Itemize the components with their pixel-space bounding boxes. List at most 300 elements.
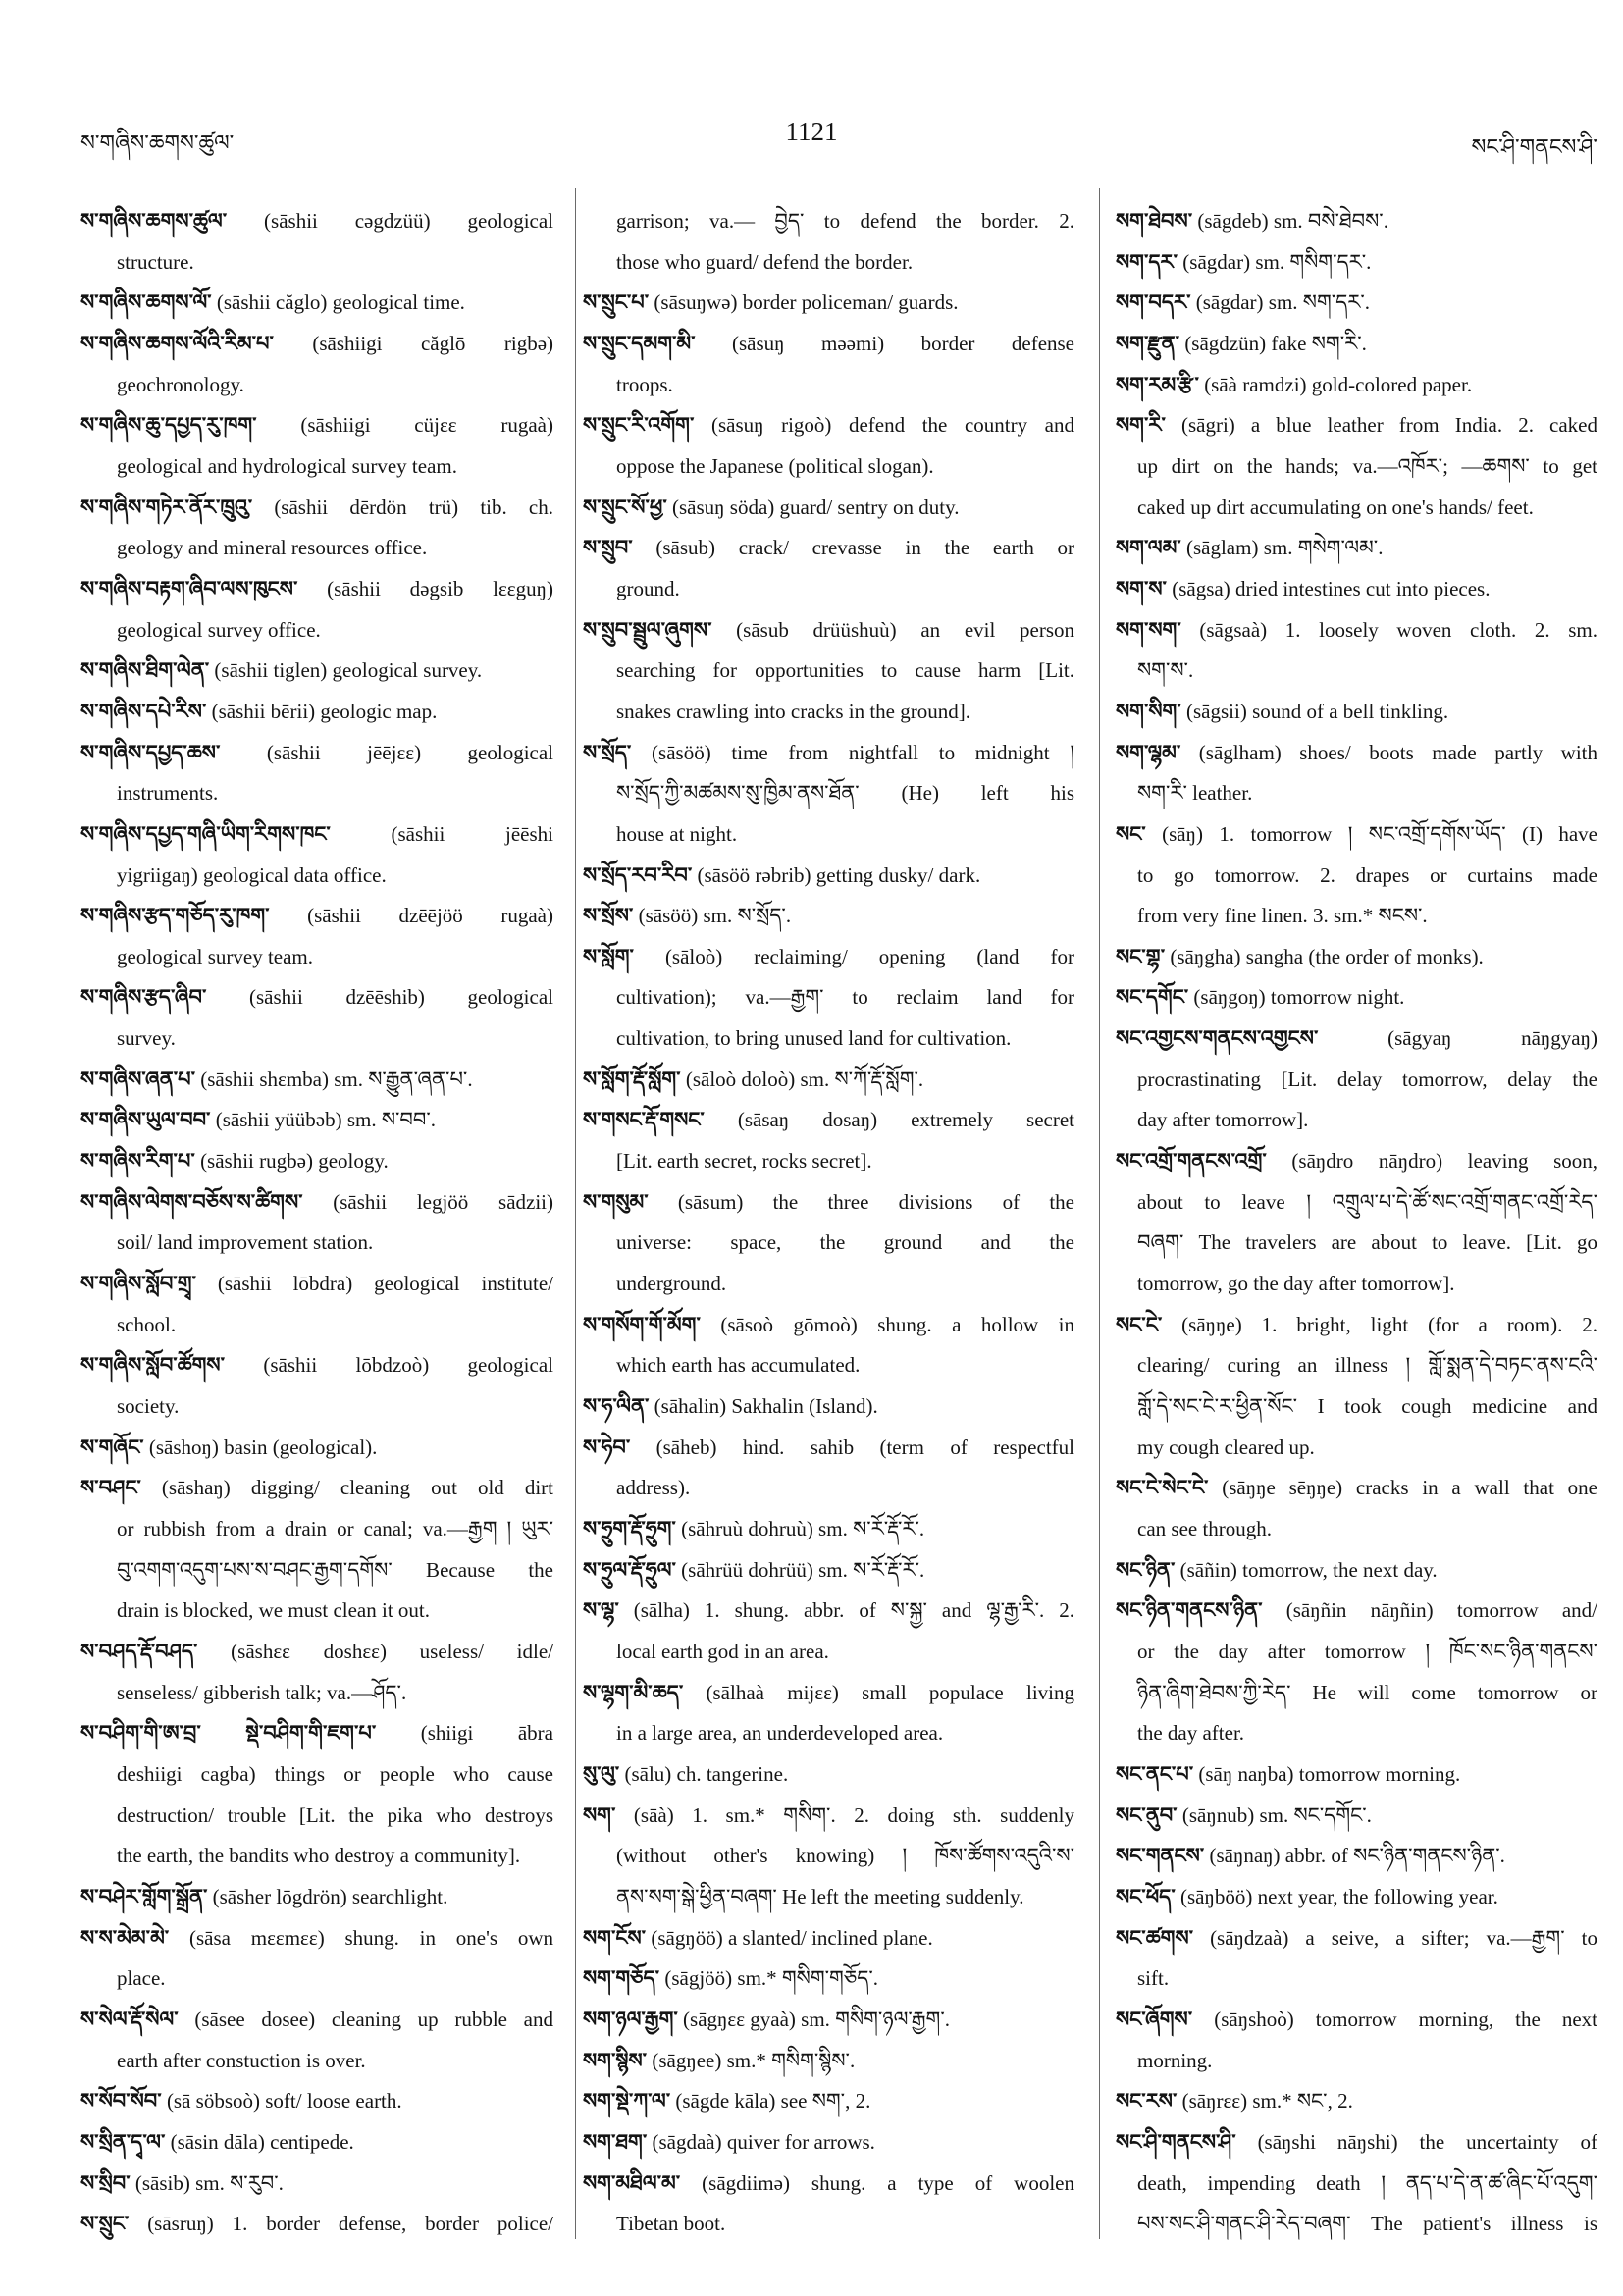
entry-first-line: [583, 733, 1074, 774]
entry-headword: ས་ཧྲུག་རྡོ་ཧྲུག་: [583, 1517, 676, 1540]
entry-first-line: [583, 1550, 1074, 1592]
dictionary-entry: [583, 1182, 1074, 1305]
entry-definition: (sāŋshoò) tomorrow morning, the next: [1214, 2007, 1597, 2031]
entry-definition: (sāgdeb) sm. བསེ་ཐེབས་.: [1197, 209, 1388, 233]
entry-headword: སང་གནངས་: [1116, 1844, 1205, 1868]
entry-definition: (sāshii rugbə) geology.: [200, 1149, 389, 1174]
entry-headword: ས་སྲོད་: [583, 740, 632, 764]
entry-first-line: [583, 2000, 1074, 2041]
entry-definition: (sāŋ) 1. tomorrow ། སང་འགྲོ་དགོས་ཡོད་ (I) have: [1162, 821, 1597, 846]
entry-definition: (sāshii tiglen) geological survey.: [214, 658, 483, 683]
entry-continuation-line: oppose the Japanese (political slogan).: [616, 453, 934, 478]
entry-headword: ས་ལྷག་མི་ཆད་: [583, 1680, 684, 1704]
entry-definition: (sāgŋöö) a slanted/ inclined plane.: [651, 1925, 933, 1950]
entry-headword: སག་ལམ་: [1116, 536, 1181, 560]
entry-headword: ས་གསང་རྡོ་གསང་: [583, 1108, 705, 1132]
entry-headword: ས་སྲུང་སོ་ཕྱ་: [583, 495, 667, 519]
column-divider: [575, 188, 576, 2239]
dictionary-entry: [80, 651, 553, 692]
entry-definition: (sāloò) reclaiming/ opening (land for: [664, 944, 1074, 968]
entry-first-line: [80, 2122, 553, 2164]
entry-headword: ས་བཤད་རྡོ་བཤད་: [80, 1639, 198, 1663]
dictionary-entry: [583, 405, 1074, 487]
dictionary-entry: [80, 283, 553, 324]
entry-first-line: [583, 1182, 1074, 1224]
entry-definition: (sāshaŋ) digging/ cleaning out old dirt: [161, 1476, 553, 1500]
entry-continuation-line: clearing/ curing an illness ། གློ་སྨན་དེ་བཏང་ནས་ངའི་: [1137, 1353, 1597, 1378]
entry-first-line: [80, 692, 553, 733]
dictionary-entry: [80, 814, 553, 896]
entry-first-line: [1116, 977, 1597, 1018]
dictionary-entry: [1116, 365, 1597, 406]
entry-headword: སང་འགྱངས་གནངས་འགྱངས་: [1116, 1026, 1319, 1051]
entry-definition: (sāsöö) time from nightfall to midnight །: [652, 740, 1074, 764]
entry-continuation-line: Tibetan boot.: [616, 2212, 726, 2236]
entry-first-line: [583, 1428, 1074, 1469]
entry-headword: སག་བདར་: [1116, 290, 1191, 315]
dictionary-entry: [1116, 1550, 1597, 1592]
entry-headword: ས་ལྷ་: [583, 1598, 619, 1623]
entry-headword: ས་གཞིས་དཔེ་རིས་: [80, 699, 207, 723]
entry-definition: (sāŋ naŋba) tomorrow morning.: [1198, 1761, 1461, 1786]
dictionary-entry: [1116, 937, 1597, 978]
entry-headword: སག་ཉལ་རྒྱག་: [583, 2007, 678, 2031]
dictionary-entry: [583, 1428, 1074, 1509]
entry-definition: (sāŋŋe) 1. bright, light (for a room). 2.: [1181, 1312, 1597, 1336]
entry-definition: (sāgdzün) fake སག་རི་.: [1184, 331, 1367, 355]
entry-first-line: [80, 1264, 553, 1305]
entry-definition: (sāŋgha) sangha (the order of monks).: [1170, 944, 1484, 968]
entry-continuation-line: deshiigi cagba) things or people who cause: [117, 1761, 553, 1786]
dictionary-entry: [583, 1100, 1074, 1181]
entry-first-line: [80, 1713, 553, 1754]
entry-headword: ས་སྲོད་རབ་རིབ་: [583, 862, 693, 887]
entry-headword: ས་སོབ་སོབ་: [80, 2089, 162, 2113]
dictionary-entry: [80, 405, 553, 487]
entry-first-line: [1116, 405, 1597, 446]
entry-continuation-line: to go tomorrow. 2. drapes or curtains made: [1137, 862, 1597, 887]
dictionary-entry: [80, 1713, 553, 1877]
entry-definition: (sāŋrεε) sm.* སང་, 2.: [1181, 2089, 1353, 2113]
entry-continuation-line: tomorrow, go the day after tomorrow].: [1137, 1272, 1455, 1296]
dictionary-entry: [583, 2041, 1074, 2082]
entry-headword: སང་ཉིན་: [1116, 1557, 1176, 1582]
entry-definition: (sāshiigi căglō rigbə): [312, 331, 553, 355]
entry-headword: སག་ཐག་: [583, 2129, 648, 2154]
entry-headword: ས་སློག་: [583, 944, 634, 968]
entry-first-line: [80, 1468, 553, 1509]
entry-definition: (sāsin dāla) centipede.: [170, 2129, 354, 2154]
entry-definition: (sāheb) hind. sahib (term of respectful: [655, 1435, 1074, 1459]
entry-first-line: [1116, 1754, 1597, 1796]
entry-continuation-line: school.: [117, 1312, 177, 1336]
entry-headword: སག་ས་: [1116, 576, 1167, 600]
dictionary-entry: [583, 610, 1074, 733]
entry-first-line: [583, 1386, 1074, 1428]
dictionary-entry: [583, 324, 1074, 405]
entry-first-line: [80, 977, 553, 1018]
entry-continuation-line: ནས་སག་སྒེ་ཕྱིན་བཞག་ He left the meeting suddenly.: [616, 1884, 1024, 1908]
entry-definition: (sāshii jēējεε) geological: [266, 740, 553, 764]
entry-continuation-line: བུ་འགག་འདུག་པས་ས་བཤང་རྒྱག་དགོས་ Because the: [117, 1557, 553, 1582]
entry-first-line: [1116, 610, 1597, 652]
entry-definition: (sālu) ch. tangerine.: [624, 1761, 789, 1786]
dictionary-entry: [583, 1796, 1074, 1918]
entry-continuation-line: procrastinating [Lit. delay tomorrow, delay the: [1137, 1067, 1597, 1091]
dictionary-entry: [1116, 1836, 1597, 1877]
entry-definition: (sāgdiimə) shung. a type of woolen: [702, 2170, 1074, 2195]
entry-definition: (sāgyaŋ nāŋgyaŋ): [1387, 1026, 1597, 1051]
entry-first-line: [583, 937, 1074, 978]
entry-first-line: [1116, 1141, 1597, 1182]
dictionary-entry: [1116, 405, 1597, 528]
dictionary-entry: [80, 1345, 553, 1427]
entry-definition: (sāgsaà) 1. loosely woven cloth. 2. sm.: [1199, 617, 1597, 642]
entry-headword: ས་གཞིས་ཡུལ་བབ་: [80, 1108, 211, 1132]
entry-continuation-line: from very fine linen. 3. sm.* སངས་.: [1137, 904, 1428, 928]
dictionary-entry: [1116, 1796, 1597, 1837]
entry-definition: (sāhalin) Sakhalin (Island).: [654, 1394, 878, 1419]
entry-headword: ས་གསུམ་: [583, 1189, 649, 1214]
entry-continuation-line: instruments.: [117, 781, 219, 806]
entry-definition: (sāshii yüübəb) sm. ས་བབ་.: [215, 1108, 437, 1132]
entry-first-line: [80, 896, 553, 937]
entry-definition: (sāhrüü dohrüü) sm. ས་རོ་རྡོ་རོ་.: [681, 1557, 925, 1582]
entry-headword: སག་ལྷམ་: [1116, 740, 1181, 764]
entry-first-line: [80, 2164, 553, 2205]
entry-continuation-line: yigriigaŋ) geological data office.: [117, 862, 387, 887]
dictionary-entry: [80, 1877, 553, 1918]
entry-continuation-line: ས་སྲོད་ཀྱི་མཚམས་སུ་ཁྱིམ་ནས་ཐོན་ (He) left his: [616, 781, 1074, 806]
entry-headword: སང་ཚགས་: [1116, 1925, 1194, 1950]
dictionary-entry: [583, 1386, 1074, 1428]
entry-first-line: [583, 1305, 1074, 1346]
entry-continuation-line: day after tomorrow].: [1137, 1108, 1309, 1132]
entry-first-line: [583, 1796, 1074, 1837]
entry-continuation-line: cultivation, to bring unused land for cultivation.: [616, 1026, 1012, 1051]
entry-definition: (sāsaŋ dosaŋ) extremely secret: [737, 1108, 1074, 1132]
entry-definition: (sāglham) shoes/ boots made partly with: [1198, 740, 1597, 764]
dictionary-entry: [1116, 528, 1597, 569]
entry-definition: (sāgŋεε gyaà) sm. གསིག་ཉལ་རྒྱག་.: [683, 2007, 950, 2031]
entry-first-line: [80, 1877, 553, 1918]
dictionary-entry: [1116, 610, 1597, 692]
entry-headword: ས་སློག་རྡོ་སློག་: [583, 1067, 681, 1091]
dictionary-entry: [80, 2081, 553, 2122]
entry-continuation-line: death, impending death ། ནད་པ་དེ་ན་ཚ་ཞིང་པོ་འདུག་: [1137, 2170, 1597, 2195]
entry-definition: (sāhruù dohruù) sm. ས་རོ་རྡོ་རོ་.: [681, 1517, 925, 1540]
entry-continuation-line: caked up dirt accumulating on one's hands/ feet.: [1137, 495, 1534, 519]
entry-continuation-line: troops.: [616, 372, 673, 396]
dictionary-entry: [583, 1673, 1074, 1754]
entry-definition: (sāshii dzēējöö rugaà): [307, 904, 553, 928]
entry-headword: སང་ཉིན་གནངས་ཉིན་: [1116, 1598, 1263, 1623]
dictionary-entry: [80, 2204, 553, 2245]
entry-headword: ས་གཞིས་ཆགས་ལོ་: [80, 290, 212, 315]
dictionary-entry: [583, 937, 1074, 1060]
entry-definition: (sāshii lōbdra) geological institute/: [217, 1272, 553, 1296]
entry-first-line: [1116, 1305, 1597, 1346]
entry-continuation-line: my cough cleared up.: [1137, 1435, 1315, 1459]
dictionary-entry: [80, 1468, 553, 1632]
entry-headword: སག་རྫུན་: [1116, 331, 1180, 355]
dictionary-entry: [583, 2081, 1074, 2122]
entry-first-line: [80, 324, 553, 365]
entry-definition: (sāsoò gōmoò) shung. a hollow in: [720, 1312, 1074, 1336]
entry-headword: ས་སྲུང་དམག་མི་: [583, 331, 696, 355]
entry-continuation-line: geological survey office.: [117, 617, 321, 642]
entry-continuation-line: སག་རི་ leather.: [1137, 781, 1253, 806]
entry-continuation-line: underground.: [616, 1272, 727, 1296]
entry-definition: (sāñin) tomorrow, the next day.: [1179, 1557, 1438, 1582]
dictionary-entry: [583, 1754, 1074, 1796]
dictionary-entry: [80, 2164, 553, 2205]
entry-continuation-line: cultivation); va.—རྒྱག་ to reclaim land for: [616, 985, 1074, 1010]
dictionary-entry: [1116, 569, 1597, 610]
entry-definition: (sālha) 1. shung. abbr. of ས་སྐྱ་ and ལྷ་རྒྱ་རི་. 2.: [633, 1598, 1074, 1623]
dictionary-entry: [80, 1918, 553, 2000]
entry-definition: (sāgde kāla) see སག་, 2.: [675, 2089, 871, 2113]
entry-definition: (sāsum) the three divisions of the: [677, 1189, 1074, 1214]
entry-headword: ས་གཞིས་རྩད་ཞིབ་: [80, 985, 207, 1010]
entry-continuation-line: address).: [616, 1476, 691, 1500]
dictionary-entry: [583, 488, 1074, 529]
entry-first-line: [80, 1100, 553, 1141]
entry-continuation-line: society.: [117, 1394, 180, 1419]
entry-continuation-line: sift.: [1137, 1966, 1170, 1991]
dictionary-entry: [583, 2122, 1074, 2164]
entry-headword: སག་སག་: [1116, 617, 1181, 642]
dictionary-entry: [583, 1509, 1074, 1550]
entry-headword: ས་གཞིས་གཏེར་ནོར་ཁྲུའུ་: [80, 495, 253, 519]
entry-first-line: [583, 1918, 1074, 1959]
dictionary-entry: [583, 1305, 1074, 1386]
entry-continuation-line: or the day after tomorrow ། ཁོང་སང་ཉིན་གནངས་: [1137, 1639, 1597, 1663]
entry-first-line: [80, 1918, 553, 1959]
entry-headword: ས་གཞིས་ཞན་པ་: [80, 1067, 196, 1091]
dictionary-entry: [583, 1060, 1074, 1101]
entry-headword: སག་ངོས་: [583, 1925, 647, 1950]
entry-first-line: [583, 1060, 1074, 1101]
entry-first-line: [583, 896, 1074, 937]
entry-continuation-line: in a large area, an underdeveloped area.: [616, 1721, 944, 1746]
entry-first-line: [583, 488, 1074, 529]
dictionary-entry: [583, 201, 1074, 283]
entry-first-line: [1116, 201, 1597, 242]
entry-definition: (sāŋŋe sēŋŋe) cracks in a wall that one: [1222, 1476, 1597, 1500]
entry-first-line: [1116, 1877, 1597, 1918]
entry-first-line: [80, 2081, 553, 2122]
entry-definition: (sālhaà mijεε) small populace living: [706, 1680, 1074, 1704]
entry-definition: (sāsee dosee) cleaning up rubble and: [194, 2007, 553, 2031]
page-number: 1121: [785, 117, 838, 146]
entry-headword: སང་: [1116, 821, 1146, 846]
entry-definition: (sāsuŋ məəmi) border defense: [732, 331, 1074, 355]
entry-first-line: [583, 1509, 1074, 1550]
entry-continuation-line: or rubbish from a drain or canal; va.—རྒྱག ། ཡུར་: [117, 1517, 553, 1540]
entry-first-line: [583, 2081, 1074, 2122]
dictionary-entry: [1116, 242, 1597, 284]
entry-first-line: [80, 733, 553, 774]
entry-headword: སང་རས་: [1116, 2089, 1178, 2113]
entry-first-line: [1116, 692, 1597, 733]
dictionary-entry: [1116, 324, 1597, 365]
entry-continuation-line: destruction/ trouble [Lit. the pika who destroys: [117, 1802, 553, 1827]
entry-headword: ས་ཧ་ལིན་: [583, 1394, 650, 1419]
entry-definition: (sāsher lōgdrön) searchlight.: [212, 1884, 448, 1908]
dictionary-entry: [1116, 1305, 1597, 1469]
entry-first-line: [583, 2164, 1074, 2205]
running-head-right: སང་ཤི་གནངས་ཤི་: [1471, 134, 1597, 159]
entry-definition: (sāà ramdzi) gold-colored paper.: [1204, 372, 1473, 396]
entry-continuation-line: about to leave ། འགྲུལ་པ་དེ་ཚོ་སང་འགྲོ་གནང་འགྲོ་རེད་: [1137, 1189, 1597, 1214]
dictionary-entry: [80, 1428, 553, 1469]
entry-continuation-line: པས་སང་ཤི་གནང་ཤི་རེད་བཞག་ The patient's illness is: [1137, 2212, 1597, 2236]
entry-continuation-line: structure.: [117, 249, 194, 274]
entry-first-line: [1116, 242, 1597, 284]
entry-headword: སང་ཞོགས་: [1116, 2007, 1193, 2031]
running-head-left: ས་གཞིས་ཆགས་ཚུལ་: [80, 130, 235, 155]
entry-continuation-line: geological and hydrological survey team.: [117, 453, 457, 478]
entry-definition: (sāŋshi nāŋshi) the uncertainty of: [1257, 2129, 1597, 2154]
entry-definition: (sāshii căglo) geological time.: [216, 290, 465, 315]
entry-definition: (sāshii cəgdzüü) geological: [264, 209, 553, 233]
entry-first-line: [583, 1100, 1074, 1141]
entry-first-line: [1116, 1550, 1597, 1592]
entry-definition: (shiigi ābra: [420, 1721, 553, 1746]
entry-definition: (sāsuŋwə) border policeman/ guards.: [654, 290, 959, 315]
entry-first-line: [80, 1345, 553, 1386]
dictionary-entry: [80, 569, 553, 651]
entry-first-line: [80, 1632, 553, 1673]
entry-headword: སག་སྙིས་: [583, 2048, 648, 2072]
entry-definition: (sā söbsoò) soft/ loose earth.: [166, 2089, 402, 2113]
dictionary-entry: [1116, 1141, 1597, 1305]
dictionary-entry: [583, 528, 1074, 609]
entry-first-line: [1116, 1591, 1597, 1632]
dictionary-entry: [80, 733, 553, 814]
dictionary-entry: [80, 977, 553, 1059]
column-left: [80, 201, 553, 2245]
entry-headword: ས་གཞིས་ཐིག་ལེན་: [80, 658, 210, 683]
entry-headword: ས་གཞིས་བརྟག་ཞིབ་ལས་ཁུངས་: [80, 576, 298, 600]
dictionary-entry: [1116, 2081, 1597, 2122]
entry-headword: སག་སིག་: [1116, 699, 1181, 723]
entry-continuation-line: earth after constuction is over.: [117, 2048, 366, 2072]
entry-headword: སུ་ལུ་: [583, 1761, 620, 1786]
entry-first-line: [1116, 1018, 1597, 1060]
entry-continuation-line: universe: space, the ground and the: [616, 1230, 1074, 1255]
entry-headword: སག་མཐིལ་མ་: [583, 2170, 681, 2195]
entry-definition: (sāŋnub) sm. སང་དགོང་.: [1181, 1802, 1372, 1827]
entry-first-line: [583, 405, 1074, 446]
entry-definition: (sāshiigi cüjεε rugaà): [300, 413, 553, 438]
entry-definition: (sāsib) sm. ས་རུབ་.: [134, 2170, 284, 2195]
entry-continuation-line: local earth god in an area.: [616, 1639, 829, 1663]
dictionary-entry: [583, 1958, 1074, 2000]
entry-first-line: [1116, 528, 1597, 569]
entry-headword: སང་འགྲོ་གནངས་འགྲོ་: [1116, 1149, 1267, 1174]
entry-headword: ས་གཞིས་ལེགས་བཅོས་ས་ཚིགས་: [80, 1189, 303, 1214]
entry-continuation-line: drain is blocked, we must clean it out.: [117, 1598, 431, 1623]
entry-headword: སང་དགོང་: [1116, 985, 1189, 1010]
dictionary-entry: [1116, 201, 1597, 242]
entry-headword: སག་: [583, 1802, 616, 1827]
dictionary-entry: [80, 1060, 553, 1101]
dictionary-entry: [583, 856, 1074, 897]
entry-headword: ས་གཞིས་སློབ་ཚོགས་: [80, 1353, 226, 1378]
entry-headword: ས་གཞིས་དཔྱད་ཆས་: [80, 740, 221, 764]
entry-headword: སང་ཕོད་: [1116, 1884, 1176, 1908]
entry-first-line: [80, 1141, 553, 1182]
entry-first-line: [1116, 569, 1597, 610]
dictionary-entry: [80, 2122, 553, 2164]
entry-definition: (sāsub) crack/ crevasse in the earth or: [655, 536, 1074, 560]
column-divider: [1099, 188, 1100, 2239]
entry-definition: (sāshii jēēshi: [391, 821, 553, 846]
dictionary-entry: [1116, 1877, 1597, 1918]
entry-continuation-line: senseless/ gibberish talk; va.—ཤོད་.: [117, 1680, 407, 1704]
entry-headword: ས་གཞིས་ཆགས་ལོའི་རིམ་པ་: [80, 331, 274, 355]
entry-definition: (sāsruŋ) 1. border defense, border police/: [147, 2212, 553, 2236]
dictionary-entry: [583, 1918, 1074, 1959]
entry-headword: ས་བཤང་: [80, 1476, 141, 1500]
entry-headword: ས་སྲུབ་: [583, 536, 633, 560]
entry-headword: ས་ཧྲུལ་རྡོ་ཧྲུལ་: [583, 1557, 676, 1582]
entry-definition: (sāshii legjöö sādzii): [333, 1189, 553, 1214]
entry-continuation-line: geological survey team.: [117, 944, 314, 968]
entry-definition: (sāŋgoŋ) tomorrow night.: [1193, 985, 1405, 1010]
entry-definition: (sāŋdzaà) a seive, a sifter; va.—རྒྱག་ to: [1210, 1925, 1597, 1950]
entry-definition: (sāà) 1. sm.* གསིག་. 2. doing sth. suddenly: [633, 1802, 1074, 1827]
entry-definition: (sāsöö) sm. ས་སྲོད་.: [638, 904, 792, 928]
entry-first-line: [80, 405, 553, 446]
entry-definition: (sāgdar) sm. སག་དར་.: [1195, 290, 1371, 315]
entry-first-line: [583, 324, 1074, 365]
dictionary-entry: [1116, 977, 1597, 1018]
entry-first-line: [80, 283, 553, 324]
entry-definition: (sāshii shεmba) sm. ས་རྒྱུན་ཞན་པ་.: [200, 1067, 473, 1091]
entry-continuation-line: ground.: [616, 576, 680, 600]
entry-headword: སག་གཅོད་: [583, 1966, 660, 1991]
entry-continuation-line: survey.: [117, 1026, 176, 1051]
dictionary-entry: [80, 1100, 553, 1141]
entry-first-line: [80, 2000, 553, 2041]
entry-definition: (sāgdaà) quiver for arrows.: [652, 2129, 875, 2154]
dictionary-entry: [80, 324, 553, 405]
entry-continuation-line: house at night.: [616, 821, 738, 846]
dictionary-entry: [583, 733, 1074, 856]
dictionary-entry: [583, 2000, 1074, 2041]
entry-first-line: [80, 651, 553, 692]
entry-first-line: [80, 569, 553, 610]
dictionary-entry: [80, 1632, 553, 1713]
entry-continuation-line: searching for opportunities to cause harm [Lit.: [616, 658, 1074, 683]
entry-definition: (sāsa mεεmεε) shung. in one's own: [189, 1925, 553, 1950]
entry-continuation-line: the day after.: [1137, 1721, 1245, 1746]
entry-first-line: [1116, 1918, 1597, 1959]
entry-continuation-line: སག་ས་.: [1137, 658, 1194, 683]
entry-headword: སག་སྡེ་ཀ་ལ་: [583, 2089, 671, 2113]
entry-headword: ས་སེལ་རྡོ་སེལ་: [80, 2007, 179, 2031]
entry-continuation-line: ཉིན་ཞིག་ཐེབས་ཀྱི་རེད་ He will come tomorrow or: [1137, 1680, 1597, 1704]
entry-first-line: [80, 1182, 553, 1224]
entry-first-line: [1116, 1836, 1597, 1877]
dictionary-entry: [1116, 1754, 1597, 1796]
dictionary-entry: [80, 1182, 553, 1264]
entry-headword: ས་གཞིས་ཆགས་ཚུལ་: [80, 209, 228, 233]
entry-continuation-line: [Lit. earth secret, rocks secret].: [616, 1149, 872, 1174]
